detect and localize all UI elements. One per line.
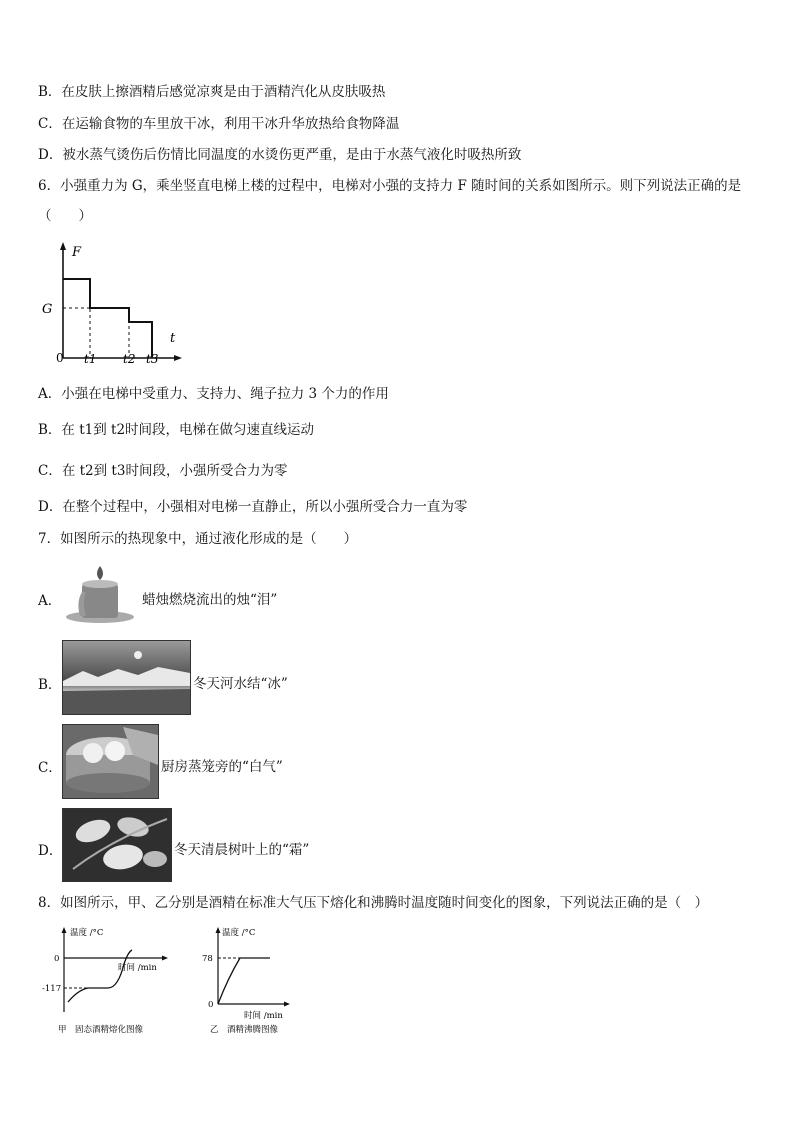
jia-caption: 甲 固态酒精熔化图像	[58, 1025, 144, 1035]
q8-chart-yi	[196, 924, 316, 1042]
q7-option-d-letter: D．	[38, 843, 63, 859]
frost-leaves-image	[62, 808, 172, 882]
graph-t1-label: t1	[84, 352, 97, 366]
yi-caption: 乙 酒精沸腾图像	[210, 1025, 279, 1035]
jia-tick-low: -117	[42, 984, 62, 994]
q6-option-a: A．小强在电梯中受重力、支持力、绳子拉力 3 个力的作用	[38, 386, 389, 402]
graph-origin: 0	[56, 351, 64, 365]
q6-option-b: B．在 t1到 t2时间段，电梯在做匀速直线运动	[38, 422, 315, 438]
q7-stem: 7．如图所示的热现象中，通过液化形成的是（ ）	[38, 531, 358, 547]
q6-force-time-graph	[38, 238, 188, 370]
q7-option-b-caption: 冬天河水结“冰”	[193, 676, 288, 692]
graph-t3-label: t3	[146, 352, 159, 366]
yi-ylabel: 温度 /°C	[222, 928, 256, 938]
jia-xlabel: 时间 /min	[118, 963, 157, 973]
q7-option-c-letter: C．	[38, 760, 62, 776]
q7-option-c-caption: 厨房蒸笼旁的“白气”	[161, 759, 283, 775]
graph-g-label: G	[42, 302, 53, 317]
q5-option-c: C．在运输食物的车里放干冰，利用干冰升华放热给食物降温	[38, 116, 400, 132]
q5-option-b: B．在皮肤上擦酒精后感觉凉爽是由于酒精汽化从皮肤吸热	[38, 84, 386, 100]
q6-paren: （ ）	[38, 208, 92, 224]
graph-t2-label: t2	[123, 352, 136, 366]
graph-f-label: F	[72, 245, 82, 260]
graph-t-label: t	[170, 331, 176, 346]
river-ice-image	[62, 640, 191, 715]
q8-stem: 8．如图所示，甲、乙分别是酒精在标准大气压下熔化和沸腾时温度随时间变化的图象，下列说法正确的是（ ）	[38, 895, 709, 911]
q6-option-d: D．在整个过程中，小强相对电梯一直静止，所以小强所受合力一直为零	[38, 499, 468, 515]
q8-chart-jia	[38, 924, 188, 1042]
jia-tick-zero: 0	[54, 954, 60, 964]
q6-option-c: C．在 t2到 t3时间段，小强所受合力为零	[38, 463, 288, 479]
q7-option-a-caption: 蜡烛燃烧流出的烛“泪”	[142, 592, 278, 608]
steamer-image	[62, 724, 159, 799]
q5-option-d: D．被水蒸气烫伤后伤情比同温度的水烫伤更严重，是由于水蒸气液化时吸热所致	[38, 147, 522, 163]
jia-ylabel: 温度 /°C	[70, 928, 104, 938]
q7-option-a-letter: A．	[38, 593, 62, 609]
yi-xlabel: 时间 /min	[244, 1011, 283, 1021]
yi-tick-zero: 0	[208, 1000, 214, 1010]
q7-option-b-letter: B．	[38, 677, 62, 693]
yi-tick-top: 78	[202, 954, 213, 964]
yi-boiling-curve	[218, 958, 270, 1004]
q6-stem: 6．小强重力为 G，乘坐竖直电梯上楼的过程中，电梯对小强的支持力 F 随时间的关系如图所示。则下列说法正确的是	[38, 178, 742, 194]
q7-option-d-caption: 冬天清晨树叶上的“霜”	[174, 842, 310, 858]
candle-image	[62, 562, 138, 624]
